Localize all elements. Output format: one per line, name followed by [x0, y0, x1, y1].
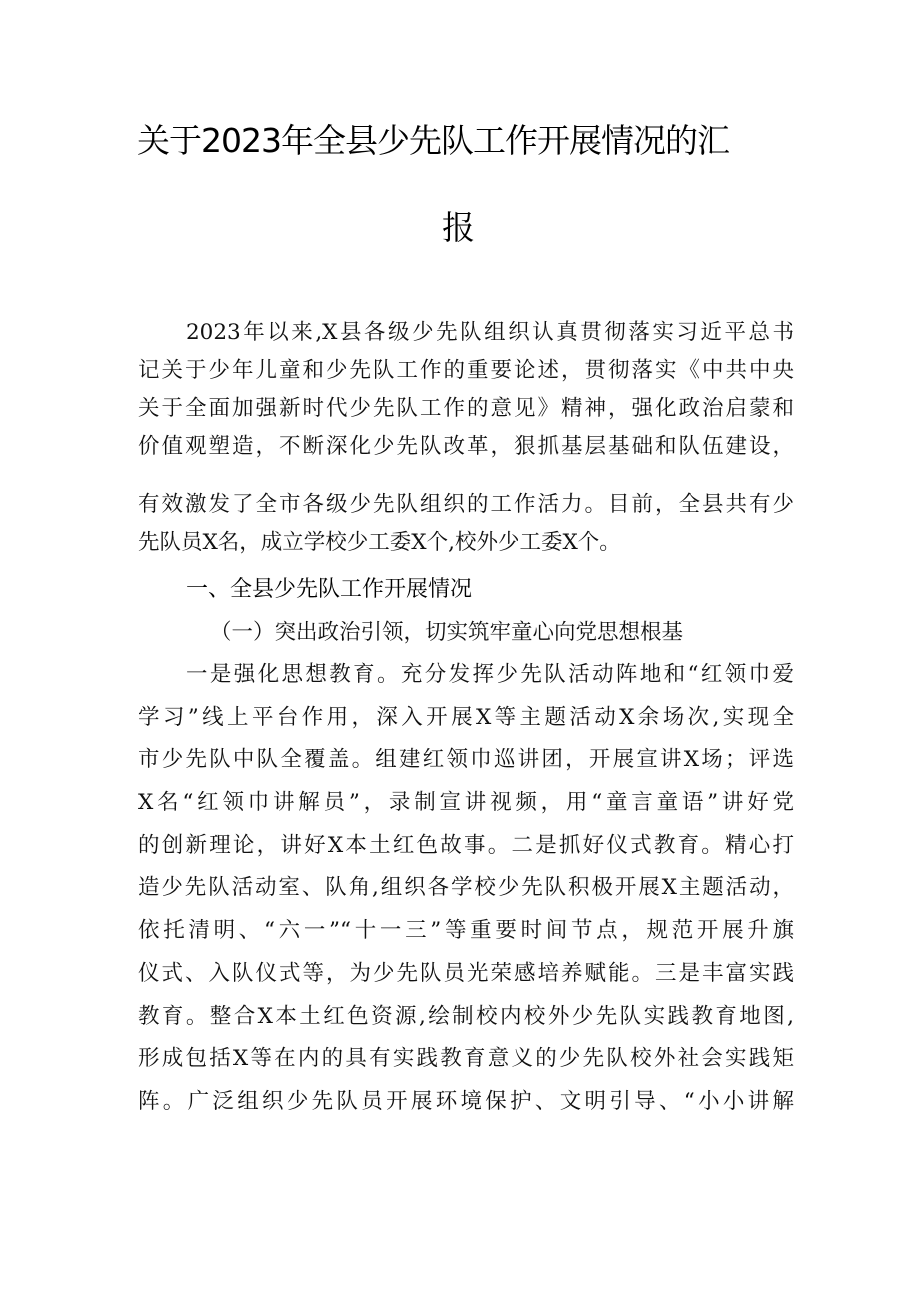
section-heading-1: 一、全县少先队工作开展情况: [186, 577, 473, 602]
paragraph-line-11: 阵。广泛组织少先队员开展环境保护、文明引导、“小小讲解: [138, 1089, 794, 1114]
subsection-heading-1: （一）突出政治引领，切实筑牢童心向党思想根基: [210, 620, 684, 645]
paragraph-line-2: 学习”线上平台作用，深入开展X等主题活动X余场次,实现全: [138, 705, 794, 730]
paragraph-line-7: 依托清明、“六一”“十一三”等重要时间节点，规范开展升旗: [138, 918, 794, 943]
paragraph-line-9: 教育。整合X本土红色资源,绘制校内校外少先队实践教育地图,: [138, 1004, 794, 1029]
document-title-line-1: 关于2023年全县少先队工作开展情况的汇: [137, 121, 729, 160]
paragraph-line-3: 市少先队中队全覆盖。组建红领巾巡讲团，开展宣讲X场；评选: [138, 747, 794, 772]
paragraph-line-6: 造少先队活动室、队角,组织各学校少先队积极开展X主题活动，: [138, 875, 794, 900]
document-title-line-2: 报: [442, 208, 474, 247]
paragraph-line-8: 仪式、入队仪式等，为少先队员光荣感培养赋能。三是丰富实践: [138, 961, 794, 986]
intro-line-6: 先队员X名，成立学校少工委X个,校外少工委X个。: [138, 530, 621, 555]
intro-line-1: 2023年以来,X县各级少先队组织认真贯彻落实习近平总书: [186, 320, 794, 345]
paragraph-line-5: 的创新理论，讲好X本土红色故事。二是抓好仪式教育。精心打: [138, 833, 794, 858]
intro-line-2: 记关于少年儿童和少先队工作的重要论述，贯彻落实《中共中央: [138, 358, 794, 383]
paragraph-line-1: 一是强化思想教育。充分发挥少先队活动阵地和“红领巾爱: [186, 662, 794, 687]
intro-line-5: 有效激发了全市各级少先队组织的工作活力。目前，全县共有少: [138, 492, 794, 517]
paragraph-line-10: 形成包括X等在内的具有实践教育意义的少先队校外社会实践矩: [138, 1046, 794, 1071]
intro-line-3: 关于全面加强新时代少先队工作的意见》精神，强化政治启蒙和: [138, 396, 794, 421]
paragraph-line-4: X名“红领巾讲解员”，录制宣讲视频，用“童言童语”讲好党: [138, 790, 794, 815]
intro-line-4: 价值观塑造，不断深化少先队改革，狠抓基层基础和队伍建设，: [138, 434, 794, 459]
